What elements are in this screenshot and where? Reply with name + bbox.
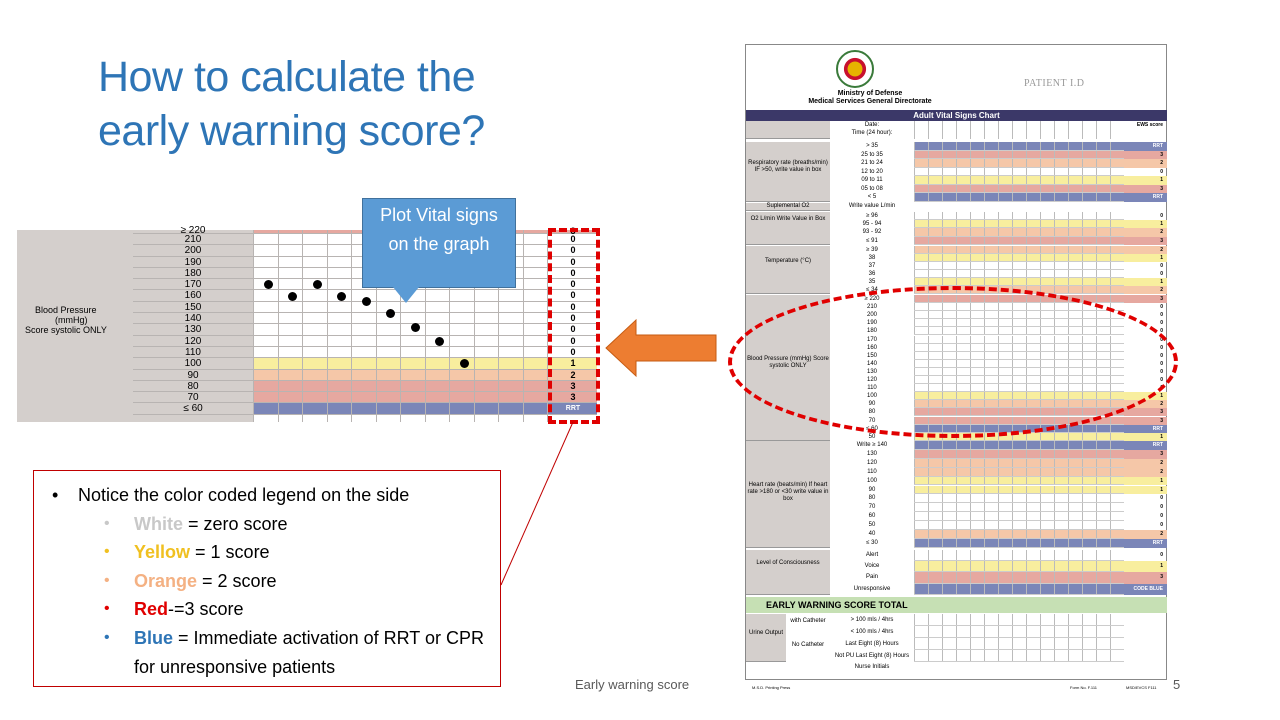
o2-row-score: 3 bbox=[1124, 237, 1167, 245]
callout-pointer bbox=[393, 287, 419, 303]
zoom-bp-row-label: 170 bbox=[133, 279, 253, 290]
bp-row-score: 2 bbox=[1124, 400, 1167, 408]
urine-row-band bbox=[914, 626, 1124, 638]
bp-row-score: 3 bbox=[1124, 408, 1167, 416]
zoom-bp-row-label: 140 bbox=[133, 313, 253, 324]
slide-title bbox=[98, 50, 558, 158]
ews-score-header: EWS score bbox=[1136, 122, 1163, 128]
bullet-icon: • bbox=[104, 514, 110, 532]
o2-row-band bbox=[914, 228, 1124, 236]
title-line-1: How to calculate the bbox=[98, 53, 476, 101]
resp-row-label: 12 to 20 bbox=[861, 168, 883, 175]
zoom-bp-score: 0 bbox=[549, 302, 597, 313]
zoom-bp-row-label: 190 bbox=[133, 257, 253, 268]
resp-row-label: < 5 bbox=[867, 194, 877, 200]
legend-color-name: Blue bbox=[134, 627, 174, 648]
zoom-bp-score: 0 bbox=[549, 234, 597, 245]
legend-item bbox=[48, 510, 490, 539]
zoom-bp-score: 0 bbox=[549, 257, 597, 268]
resp-row-label: 09 to 11 bbox=[861, 177, 883, 183]
bp-row-label: 200 bbox=[866, 312, 877, 319]
plotted-point bbox=[460, 359, 469, 368]
zoom-bp-grid-col bbox=[253, 230, 254, 422]
bp-row-label: 110 bbox=[867, 385, 877, 392]
hr-row-score: 2 bbox=[1124, 459, 1167, 468]
zoom-bp-row-label: 120 bbox=[133, 336, 253, 347]
ministry-header bbox=[770, 90, 970, 106]
zoom-bp-grid-row bbox=[253, 370, 549, 381]
zoom-bp-row-label: 70 bbox=[133, 392, 253, 403]
resp-row-band bbox=[914, 176, 1124, 185]
hr-row-score: 3 bbox=[1124, 450, 1167, 459]
zoom-bp-row-label: 180 bbox=[133, 268, 253, 279]
resp-row-band bbox=[914, 159, 1124, 168]
zoom-bp-score: 2 bbox=[549, 370, 597, 381]
zoom-bp-score: 0 bbox=[549, 279, 597, 290]
zoom-bp-score: RRT bbox=[549, 403, 597, 414]
loc-row-label: Unresponsive bbox=[853, 585, 891, 592]
zoom-bp-label-2: (mmHg) bbox=[55, 315, 88, 325]
nurse-initials-label: Nurse Initials bbox=[854, 664, 890, 670]
left-arrow-icon bbox=[606, 318, 718, 378]
hr-row-band bbox=[914, 441, 1124, 450]
bp-row-label: ≤ 60 bbox=[866, 425, 878, 432]
zoom-bp-score: 0 bbox=[549, 324, 597, 335]
legend-item bbox=[48, 538, 490, 567]
temp-label: Temperature (°C) bbox=[746, 246, 830, 294]
temp-row-band bbox=[914, 254, 1124, 262]
o2-row-band bbox=[914, 237, 1124, 245]
loc-row-band bbox=[914, 572, 1124, 583]
ministry-seal-icon bbox=[836, 50, 874, 88]
resp-row-label: 21 to 24 bbox=[861, 160, 883, 166]
o2-row-label: 93 - 92 bbox=[862, 229, 882, 236]
form-code-1: Form No. F.111 bbox=[1070, 685, 1097, 690]
zoom-bp-row-label: 210 bbox=[133, 234, 253, 245]
connector-line bbox=[498, 420, 578, 590]
zoom-bp-score: 0 bbox=[549, 347, 597, 358]
bp-row-score: 0 bbox=[1160, 328, 1163, 335]
hr-row-band bbox=[914, 539, 1124, 548]
hr-row-band bbox=[914, 468, 1124, 477]
with-catheter-label: with Catheter bbox=[790, 618, 826, 624]
bp-row-score: 0 bbox=[1160, 336, 1163, 343]
bp-row-score: 0 bbox=[1160, 377, 1163, 383]
supp-o2-label: Suplemental O2 bbox=[746, 203, 830, 211]
bp-row-score: RRT bbox=[1124, 425, 1167, 433]
legend-item-text bbox=[104, 510, 490, 539]
patient-id-label: PATIENT I.D bbox=[1024, 78, 1085, 89]
hr-row-label: 100 bbox=[866, 477, 877, 484]
o2-row-score: 2 bbox=[1124, 228, 1167, 236]
loc-row-score: 0 bbox=[1160, 552, 1163, 558]
plotted-point bbox=[411, 323, 420, 332]
zoom-bp-grid-row bbox=[253, 392, 549, 403]
o2-row-score: 1 bbox=[1124, 220, 1167, 228]
o2-row-label: ≥ 96 bbox=[866, 213, 878, 219]
zoom-bp-grid-row bbox=[253, 403, 549, 414]
legend-item-text bbox=[104, 624, 490, 681]
zoom-bp-label-1: Blood Pressure bbox=[35, 305, 97, 315]
zoom-bp-row-label: 130 bbox=[133, 324, 253, 335]
temp-row-score: 1 bbox=[1124, 254, 1167, 262]
bullet-icon: • bbox=[104, 628, 110, 646]
hr-row-label: 60 bbox=[868, 513, 876, 520]
resp-row-band bbox=[914, 193, 1124, 202]
hr-row-score: RRT bbox=[1124, 539, 1167, 548]
loc-row-label: Voice bbox=[864, 563, 880, 570]
bp-label: Blood Pressure (mmHg) Score systolic ONLY bbox=[746, 295, 830, 441]
bp-row-score: 3 bbox=[1124, 295, 1167, 303]
legend-item-text bbox=[104, 595, 490, 624]
hr-row-band bbox=[914, 450, 1124, 459]
bp-row-label: 100 bbox=[866, 393, 877, 400]
legend-intro bbox=[48, 481, 490, 510]
hr-row-score: 2 bbox=[1124, 530, 1167, 539]
slide-footer: Early warning score bbox=[575, 677, 690, 692]
temp-row-band bbox=[914, 246, 1124, 254]
temp-row-label: 36 bbox=[868, 271, 876, 277]
zoom-bp-row-label: ≤ 60 bbox=[133, 403, 253, 414]
hr-row-band bbox=[914, 477, 1124, 486]
color-legend-box bbox=[33, 470, 501, 687]
hr-row-label: 80 bbox=[868, 495, 876, 502]
temp-row-label: 38 bbox=[868, 255, 876, 261]
zoom-bp-grid-row bbox=[253, 358, 549, 369]
temp-row-score: 1 bbox=[1124, 278, 1167, 286]
hr-row-score: 0 bbox=[1160, 504, 1163, 511]
bp-row-score: 3 bbox=[1124, 417, 1167, 425]
plotted-point bbox=[264, 280, 273, 289]
temp-row-score: 0 bbox=[1160, 263, 1163, 269]
hr-row-label: 110 bbox=[867, 468, 877, 475]
hr-row-band bbox=[914, 503, 1124, 512]
temp-row-label: 35 bbox=[868, 279, 876, 285]
zoom-bp-grid-row bbox=[253, 347, 549, 358]
bp-row-score: 0 bbox=[1160, 304, 1163, 311]
zoom-bp-score: 1 bbox=[549, 358, 597, 369]
legend-item-text bbox=[104, 538, 490, 567]
legend-color-meaning: = 1 score bbox=[190, 542, 270, 563]
plotted-point bbox=[337, 292, 346, 301]
temp-row-band bbox=[914, 278, 1124, 286]
time-label: Time (24 hour): bbox=[851, 130, 893, 136]
temp-row-score: 2 bbox=[1124, 286, 1167, 294]
bp-row-score: 0 bbox=[1160, 344, 1163, 351]
zoom-bp-grid-row bbox=[253, 324, 549, 335]
plotted-point bbox=[288, 292, 297, 301]
plotted-point bbox=[435, 337, 444, 346]
temp-row-score: 0 bbox=[1160, 271, 1163, 277]
callout-text: Plot Vital signs on the graph bbox=[380, 205, 498, 254]
zoom-bp-value-column bbox=[133, 225, 253, 415]
temp-row-score: 2 bbox=[1124, 246, 1167, 254]
resp-row-score: RRT bbox=[1124, 142, 1167, 151]
legend-item bbox=[48, 624, 490, 681]
bp-row-label: 70 bbox=[868, 417, 876, 424]
bp-row-score: 1 bbox=[1124, 392, 1167, 400]
bp-row-label: 150 bbox=[866, 352, 877, 359]
ews-total-row: EARLY WARNING SCORE TOTAL bbox=[746, 597, 1167, 613]
zoom-bp-grid-row bbox=[253, 302, 549, 313]
bullet-icon: • bbox=[104, 543, 110, 561]
urine-row-band bbox=[914, 614, 1124, 626]
zoom-bp-score: 0 bbox=[549, 245, 597, 256]
zoom-bp-row-label: 150 bbox=[133, 302, 253, 313]
hr-row-band bbox=[914, 459, 1124, 468]
zoom-bp-grid-col bbox=[327, 230, 328, 422]
zoom-bp-score: 3 bbox=[549, 392, 597, 403]
hr-row-label: 120 bbox=[866, 459, 877, 466]
form-code-2: MSD/EVCS F111 bbox=[1126, 685, 1157, 690]
legend-color-meaning: = 2 score bbox=[197, 570, 277, 591]
hr-row-label: 130 bbox=[866, 450, 877, 457]
o2-label: O2 L/min Write Value in Box bbox=[746, 212, 830, 245]
zoom-bp-grid-col bbox=[278, 230, 279, 422]
legend-color-name: Red bbox=[134, 599, 169, 620]
resp-row-label: > 35 bbox=[866, 143, 878, 149]
zoom-bp-row-label: 200 bbox=[133, 245, 253, 256]
zoom-bp-grid-col bbox=[351, 230, 352, 422]
urine-row-label: Not PU Last Eight (8) Hours bbox=[834, 653, 910, 659]
hr-row-score: RRT bbox=[1124, 441, 1167, 450]
hr-row-score: 0 bbox=[1160, 495, 1163, 502]
date-label: Date: bbox=[864, 122, 880, 128]
zoom-bp-grid-col bbox=[302, 230, 303, 422]
resp-row-score: 3 bbox=[1124, 185, 1167, 194]
hr-row-score: 2 bbox=[1124, 468, 1167, 477]
hr-row-label: ≤ 30 bbox=[866, 539, 878, 546]
urine-row-label: Last Eight (8) Hours bbox=[845, 641, 899, 647]
urine-row-band bbox=[914, 638, 1124, 650]
plotted-point bbox=[386, 309, 395, 318]
loc-row-band bbox=[914, 584, 1124, 595]
temp-row-label: 37 bbox=[868, 263, 876, 269]
bp-row-label: 80 bbox=[868, 409, 876, 416]
urine-row-band bbox=[914, 650, 1124, 662]
supp-o2-value: Write value L/min bbox=[848, 203, 896, 209]
hr-row-score: 1 bbox=[1124, 486, 1167, 495]
resp-row-band bbox=[914, 142, 1124, 151]
hr-row-band bbox=[914, 530, 1124, 539]
bp-row-label: 50 bbox=[868, 433, 876, 440]
zoom-bp-score: 3 bbox=[549, 381, 597, 392]
o2-row-band bbox=[914, 220, 1124, 228]
ministry-line-2: Medical Services General Directorate bbox=[808, 98, 932, 105]
loc-row-score: CODE BLUE bbox=[1124, 584, 1167, 595]
bp-row-label: 170 bbox=[866, 336, 877, 343]
zoom-bp-score: 0 bbox=[549, 268, 597, 279]
bp-row-score: 0 bbox=[1160, 312, 1163, 319]
resp-row-score: 0 bbox=[1160, 168, 1163, 175]
no-catheter-label: No Catheter bbox=[791, 642, 825, 648]
bp-row-label: 130 bbox=[866, 368, 877, 375]
hr-row-score: 0 bbox=[1160, 522, 1163, 529]
hr-row-band bbox=[914, 521, 1124, 530]
loc-row-band bbox=[914, 550, 1124, 561]
hr-row-score: 1 bbox=[1124, 477, 1167, 486]
plotted-point bbox=[313, 280, 322, 289]
temp-row-band bbox=[914, 262, 1124, 270]
o2-row-label: 95 - 94 bbox=[862, 221, 882, 228]
bp-row-label: ≥ 220 bbox=[864, 296, 880, 302]
o2-row-band bbox=[914, 212, 1124, 220]
page-number: 5 bbox=[1173, 677, 1181, 692]
bp-row-label: 120 bbox=[866, 377, 877, 383]
legend-color-name: Yellow bbox=[134, 542, 191, 563]
bullet-icon: • bbox=[104, 571, 110, 589]
hr-row-band bbox=[914, 486, 1124, 495]
hr-row-band bbox=[914, 512, 1124, 521]
bp-row-label: 160 bbox=[866, 344, 877, 351]
o2-row-score: 0 bbox=[1160, 213, 1163, 219]
zoom-bp-score: 0 bbox=[549, 290, 597, 301]
resp-row-score: 2 bbox=[1124, 159, 1167, 168]
urine-label: Urine Output bbox=[746, 614, 786, 662]
hr-row-label: Write ≥ 140 bbox=[856, 442, 888, 448]
resp-row-band bbox=[914, 168, 1124, 177]
temp-row-label: ≤ 34 bbox=[866, 287, 878, 293]
temp-row-band bbox=[914, 270, 1124, 278]
bp-row-score: 0 bbox=[1160, 385, 1163, 392]
o2-row-label: ≤ 91 bbox=[866, 237, 878, 244]
printing-press-label: M.S.D. Printing Press bbox=[752, 685, 791, 690]
zoom-bp-grid-row bbox=[253, 336, 549, 347]
bp-row-score: 0 bbox=[1160, 352, 1163, 359]
legend-intro-text: Notice the color coded legend on the side bbox=[78, 485, 410, 505]
ministry-line-1: Ministry of Defense bbox=[837, 90, 903, 97]
hr-row-score: 0 bbox=[1160, 513, 1163, 520]
resp-row-band bbox=[914, 185, 1124, 194]
hr-row-label: 50 bbox=[868, 522, 876, 529]
bp-row-score: 1 bbox=[1124, 433, 1167, 441]
bp-row-score: 0 bbox=[1160, 368, 1163, 375]
hr-row-label: 70 bbox=[868, 504, 876, 511]
zoom-bp-row-label: 90 bbox=[133, 370, 253, 381]
hr-row-band bbox=[914, 494, 1124, 503]
bp-row-label: 90 bbox=[868, 401, 876, 408]
zoom-bp-row-label: 80 bbox=[133, 381, 253, 392]
loc-label: Level of Consciousness bbox=[746, 550, 830, 595]
bp-row-label: 210 bbox=[866, 304, 877, 311]
zoom-bp-row-label: 100 bbox=[133, 358, 253, 369]
resp-row-score: 1 bbox=[1124, 176, 1167, 185]
zoom-bp-grid-row bbox=[253, 313, 549, 324]
resp-row-label: 25 to 35 bbox=[861, 151, 883, 158]
title-line-2: early warning score? bbox=[98, 107, 485, 155]
hr-row-label: 90 bbox=[868, 486, 876, 493]
score-column-highlight bbox=[548, 228, 600, 424]
loc-row-score: 1 bbox=[1124, 561, 1167, 572]
plot-callout bbox=[362, 198, 516, 288]
zoom-bp-grid-col bbox=[523, 230, 524, 422]
legend-item bbox=[48, 567, 490, 596]
resp-row-score: RRT bbox=[1124, 193, 1167, 202]
date-time-header bbox=[746, 121, 830, 139]
legend-color-name: Orange bbox=[134, 570, 198, 591]
resp-row-band bbox=[914, 151, 1124, 160]
temp-row-label: ≥ 39 bbox=[866, 247, 878, 253]
zoom-bp-row-label: ≥ 220 bbox=[133, 230, 253, 234]
bp-row-score: 0 bbox=[1160, 320, 1163, 327]
resp-label: Respiratory rate (breaths/min) IF >50, write value in box bbox=[746, 142, 830, 202]
bp-row-label: 190 bbox=[866, 320, 877, 327]
legend-item bbox=[48, 595, 490, 624]
zoom-bp-score: 0 bbox=[549, 313, 597, 324]
bp-row-score: 0 bbox=[1160, 360, 1163, 367]
zoom-bp-row-label: 160 bbox=[133, 290, 253, 301]
loc-row-label: Alert bbox=[865, 552, 879, 558]
zoom-bp-score: 0 bbox=[549, 336, 597, 347]
legend-item-text bbox=[104, 567, 490, 596]
zoom-bp-grid-row bbox=[253, 381, 549, 392]
urine-row-label: < 100 mls / 4hrs bbox=[850, 629, 894, 635]
hr-label: Heart rate (beats/min) If heart rate >180 or <30 write value in box bbox=[746, 441, 830, 548]
bp-row-label: 140 bbox=[866, 360, 877, 367]
chart-title-bar: Adult Vital Signs Chart bbox=[746, 110, 1167, 121]
zoom-bp-score: 3 bbox=[549, 230, 597, 234]
plotted-point bbox=[362, 297, 371, 306]
legend-color-meaning: = zero score bbox=[183, 513, 288, 534]
bullet-icon: • bbox=[52, 485, 59, 505]
urine-row-label: > 100 mls / 4hrs bbox=[850, 617, 894, 623]
loc-row-score: 3 bbox=[1124, 572, 1167, 583]
loc-row-band bbox=[914, 561, 1124, 572]
resp-row-label: 05 to 08 bbox=[861, 185, 883, 192]
bullet-icon: • bbox=[104, 600, 110, 618]
resp-row-score: 3 bbox=[1124, 151, 1167, 160]
bp-row-label: 180 bbox=[866, 328, 877, 335]
zoom-bp-label-3: Score systolic ONLY bbox=[25, 325, 107, 335]
legend-color-name: White bbox=[134, 513, 183, 534]
loc-row-label: Pain bbox=[865, 574, 878, 581]
zoom-bp-row-label: 110 bbox=[133, 347, 253, 358]
legend-color-meaning: -=3 score bbox=[168, 599, 244, 620]
hr-row-label: 40 bbox=[868, 531, 876, 537]
date-time-grid bbox=[914, 121, 1124, 139]
legend-color-meaning: = Immediate activation of RRT or CPR for unresponsive patients bbox=[134, 627, 484, 677]
bp-section-highlight bbox=[728, 286, 1178, 438]
